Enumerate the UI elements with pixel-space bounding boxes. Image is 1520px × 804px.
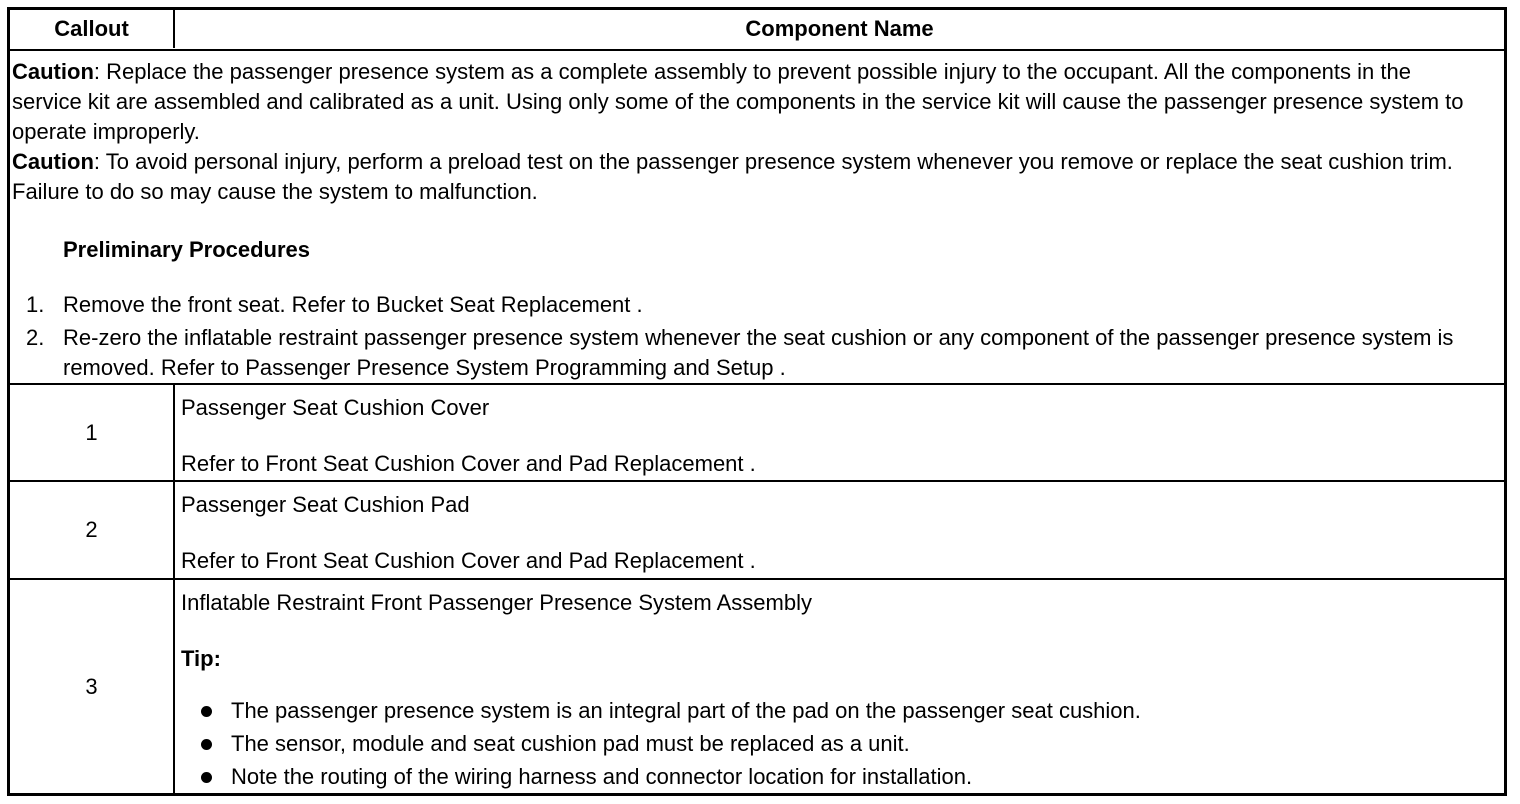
list-item [181,729,1494,759]
list-item [26,290,1486,320]
column-divider [173,482,175,578]
component-cell [181,588,1494,795]
component-reference: Refer to Front Seat Cushion Cover and Pad Replacement . [181,548,756,573]
column-divider [173,580,175,793]
caution-paragraph-1 [12,57,1486,147]
component-cell [181,393,1494,479]
list-item [26,323,1486,383]
bullet-icon [201,739,212,750]
tip-text: The sensor, module and seat cushion pad must be replaced as a unit. [231,731,910,756]
component-name: Inflatable Restraint Front Passenger Presence System Assembly [181,590,812,615]
tip-list [181,696,1494,792]
caution-text: : Replace the passenger presence system as a complete assembly to prevent possible injury to the occupant. All the components in the service kit are assembled and calibrated as a unit. Using only some of the components in the service kit will cause the passenger presence system to operate improperly. [12,59,1464,144]
tip-text: The passenger presence system is an integral part of the pad on the passenger seat cushion. [231,698,1141,723]
table-row [10,383,1504,480]
caution-section [10,49,1504,384]
preliminary-steps-list [26,290,1486,386]
caution-label: Caution [12,149,94,174]
list-item [181,762,1494,792]
component-name: Passenger Seat Cushion Cover [181,395,490,420]
step-number: 2. [26,325,45,350]
table-header-row [10,10,1504,48]
step-number: 1. [26,292,45,317]
bullet-icon [201,772,212,783]
callout-number: 2 [85,517,98,542]
tip-label: Tip: [181,646,221,671]
callout-number: 3 [85,673,98,699]
column-divider [173,385,175,480]
tip-text: Note the routing of the wiring harness and connector location for installation. [231,764,973,789]
caution-text: : To avoid personal injury, perform a preload test on the passenger presence system whenever you remove or replace the seat cushion trim. Failure to do so may cause the system to malfunction. [12,149,1453,204]
list-item [181,696,1494,726]
component-name: Passenger Seat Cushion Pad [181,492,470,517]
table-row [10,480,1504,578]
callout-column-header: Callout [54,16,129,41]
component-table [7,7,1507,796]
caution-paragraph-2 [12,147,1486,207]
component-reference: Refer to Front Seat Cushion Cover and Pad Replacement . [181,451,756,476]
callout-number: 1 [85,419,98,445]
preliminary-procedures-heading: Preliminary Procedures [63,237,311,262]
component-cell [181,490,1494,576]
header-divider [173,10,175,48]
step-text: Remove the front seat. Refer to Bucket Seat Replacement . [63,292,643,317]
component-name-column-header: Component Name [745,16,934,41]
bullet-icon [201,706,212,717]
table-row [10,578,1504,793]
caution-label: Caution [12,59,94,84]
step-text: Re-zero the inflatable restraint passenger presence system whenever the seat cushion or any component of the passenger presence system is removed. Refer to Passenger Presence System Programming and Setup . [63,325,1454,380]
